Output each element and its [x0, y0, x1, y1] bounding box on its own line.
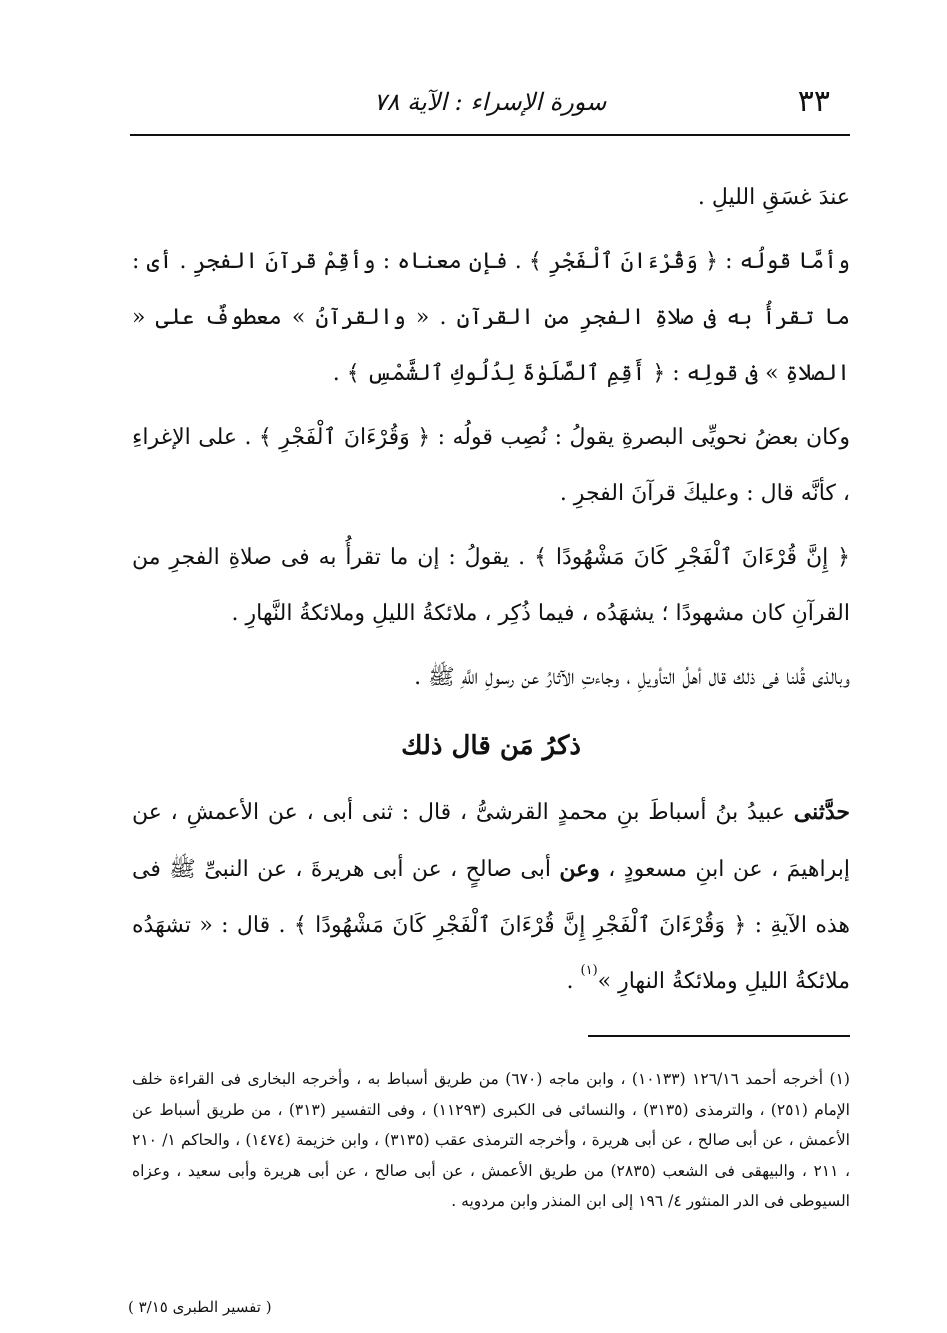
footnote-rule [588, 1035, 850, 1037]
page-number: ٣٣ [797, 84, 830, 119]
header-rule [130, 134, 850, 136]
paragraph: عندَ غسَقِ الليلِ . [697, 185, 850, 210]
footnote-marker[interactable]: (١) [580, 963, 598, 978]
hadith-paragraph [132, 784, 850, 1010]
paragraph: وبالذى قُلنا فى ذلك قال أهلُ التأويلِ ، وجاءتِ الآثارُ عن رسولِ اللَّهِ ﷺ . [414, 665, 850, 690]
page-footer-label: ( تفسير الطبرى ٣/١٥ ) [128, 1298, 272, 1316]
hadith-text-2: أبى صالحٍ ، عن أبى هريرةَ ، عن النبىِّ ﷺ فى هذه الآيةِ : ﴿ وَقُرْءَانَ ٱلْفَجْرِ إِنَّ قُرْءَانَ ٱلْفَجْرِ كَانَ مَشْهُودًا ﴾ . قال : « تشهَدُه ملائكةُ الليلِ وملائكةُ النهارِ » [132, 857, 850, 994]
footnotes [132, 1064, 850, 1217]
hadith-text: عبيدُ بنُ أسباطَ بنِ محمدٍ القرشىُّ ، قال : ثنى أبى ، عن الأعمشِ ، عن إبراهيمَ ، عن ابنِ مسعودٍ ، [132, 800, 850, 882]
paragraph: وأمَّا قولُه : ﴿ وَقُرْءَانَ ٱلْفَجْرِ ﴾ . فإن معناه : وأقِمْ قرآنَ الفجرِ . أى : ما تقرأُ به فى صلاةِ الفجرِ من القرآنِ . « والقرآنُ » معطوفٌ على « الصلاةِ » فى قولِه : ﴿ أَقِمِ ٱلصَّلَوٰةَ لِدُلُوكِ ٱلشَّمْسِ ﴾ . [132, 249, 850, 386]
running-title: سورة الإسراء : الآية ٧٨ [373, 88, 607, 116]
section-heading: ذكرُ مَن قال ذلك [401, 731, 581, 761]
running-header [130, 82, 850, 126]
hadith-end: . [566, 969, 581, 994]
main-text [132, 170, 850, 1018]
hadith-lead: حدَّثنى [793, 799, 850, 825]
hadith-lead-2: وعن [559, 856, 600, 882]
footnote: (١) أخرجه أحمد ١٢٦/١٦ (١٠١٣٣) ، وابن ماجه (٦٧٠) من طريق أسباط به ، وأخرجه البخارى فى القراءة خلف الإمام (٢٥١) ، والترمذى (٣١٣٥) ، والنسائى فى الكبرى (١١٢٩٣) ، وفى التفسير (٣١٣) ، من طريق أسباط عن الأعمش ، عن أبى صالح ، عن أبى هريرة ، وأخرجه الترمذى عقب (٣١٣٥) ، وابن خزيمة (١٤٧٤) ، والحاكم ١/ ٢١٠ ، ٢١١ ، والبيهقى فى الشعب (٢٨٣٥) من طريق الأعمش ، عن أبى صالح ، عن أبى هريرة وأبى سعيد ، وعزاه السيوطى فى الدر المنثور ٤/ ١٩٦ إلى ابن المنذر وابن مردويه . [132, 1070, 850, 1210]
paragraph: وكان بعضُ نحويِّى البصرةِ يقولُ : نُصِب قولُه : ﴿ وَقُرْءَانَ ٱلْفَجْرِ ﴾ . على الإغراءِ ، كأنَّه قال : وعليكَ قرآنَ الفجرِ . [132, 425, 850, 506]
paragraph: ﴿ إِنَّ قُرْءَانَ ٱلْفَجْرِ كَانَ مَشْهُودًا ﴾ . يقولُ : إن ما تقرأُ به فى صلاةِ الفجرِ من القرآنِ كان مشهودًا ؛ يشهَدُه ، فيما ذُكِر ، ملائكةُ الليلِ وملائكةُ النَّهارِ . [132, 545, 851, 626]
